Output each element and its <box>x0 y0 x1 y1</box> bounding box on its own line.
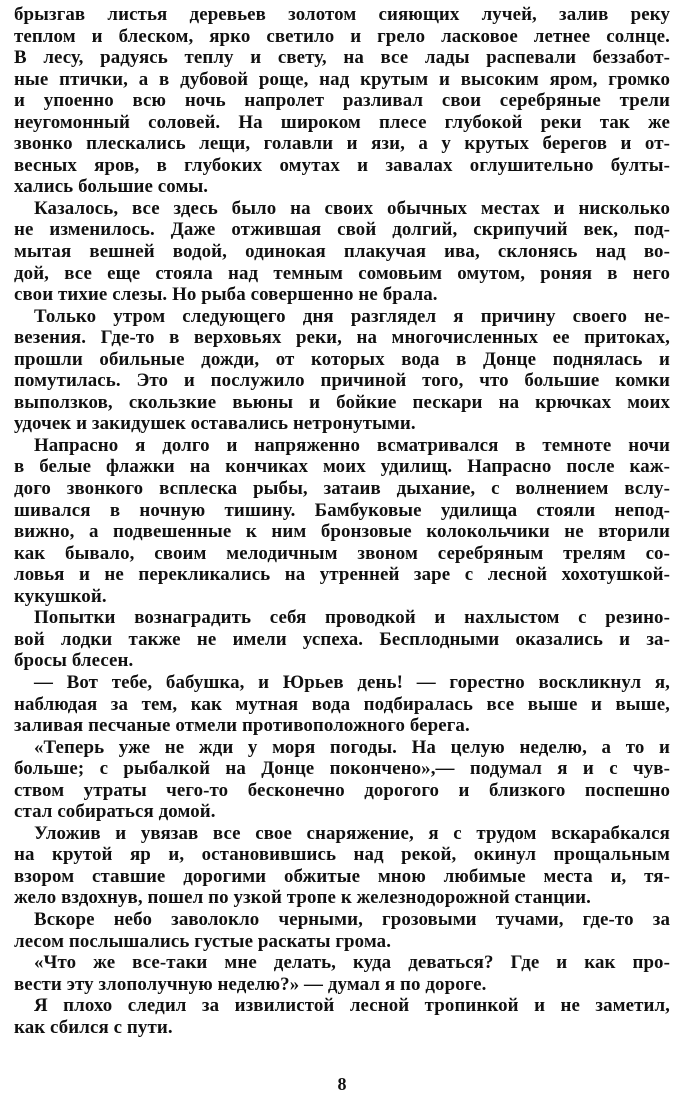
text-line: Попытки вознаградить себя проводкой и нахлыстом с резино- <box>34 607 670 629</box>
text-line: ловья и не перекликались на утренней заре с лесной хохотушкой- <box>14 564 670 586</box>
text-line: вести эту злополучную неделю?» — думал я по дороге. <box>14 973 487 995</box>
text-line: брызгав листья деревьев золотом сияющих лучей, залив реку <box>14 4 670 25</box>
paragraph <box>14 4 670 198</box>
paragraph <box>14 607 670 672</box>
text-line: вижно, а подвешенные к ним бронзовые колокольчики не вторили <box>14 521 670 543</box>
text-line: удочек и закидушек оставались нетронутыми. <box>14 413 416 435</box>
text-line: больше; с рыбалкой на Донце покончено»,— подумал я и с чув- <box>14 758 670 780</box>
text-line: взором ставшие дорогими обжитые мною любимые места и, тя- <box>14 865 670 887</box>
text-line: жело вздохнув, пошел по узкой тропе к железнодорожной станции. <box>14 887 591 909</box>
text-line: Вскоре небо заволокло черными, грозовыми тучами, где-то за <box>34 908 670 930</box>
paragraph <box>14 995 670 1038</box>
text-line: Только утром следующего дня разглядел я причину своего не- <box>34 305 670 327</box>
text-line: Уложив и увязав все свое снаряжение, я с трудом вскарабкался <box>34 822 670 844</box>
text-line: мытая вешней водой, одинокая плакучая ива, склонясь над во- <box>14 241 670 263</box>
text-line: как бывало, своим мелодичным звоном серебряным трелям со- <box>14 542 670 564</box>
text-line: не изменилось. Даже отжившая свой долгий, скрипучий век, под- <box>14 219 670 241</box>
text-line: помутилась. Это и послужило причиной того, что большие комки <box>14 370 670 392</box>
text-line: в белые флажки на кончиках моих удилищ. Напрасно после каж- <box>14 456 670 478</box>
text-line: как сбился с пути. <box>14 1016 173 1038</box>
paragraph <box>14 435 670 607</box>
text-line: шивался в ночную тишину. Бамбуковые удилища стояли непод- <box>14 499 670 521</box>
page-body <box>14 4 670 1038</box>
text-line: лесом послышались густые раскаты грома. <box>14 930 392 952</box>
text-line: свои тихие слезы. Но рыба совершенно не брала. <box>14 284 438 306</box>
paragraph <box>14 909 670 952</box>
text-line: и упоенно всю ночь напролет разливал свои серебряные трели <box>14 90 670 112</box>
text-line: — Вот тебе, бабушка, и Юрьев день! — горестно воскликнул я, <box>34 671 670 693</box>
text-line: В лесу, радуясь теплу и свету, на все лады распевали беззабот- <box>14 47 670 69</box>
text-line: стал собираться домой. <box>14 801 216 823</box>
page-number: 8 <box>337 1074 347 1094</box>
text-line: ные птички, а в дубовой роще, над крутым и высоким яром, громко <box>14 68 670 90</box>
text-line: звонко плескались лещи, голавли и язи, а у крутых берегов и от- <box>14 133 670 155</box>
text-line: Казалось, все здесь было на своих обычных местах и нисколько <box>34 197 670 219</box>
text-line: заливая песчаные отмели противоположного берега. <box>14 715 470 737</box>
text-line: неугомонный соловей. На широком плесе глубокой реки так же <box>14 111 670 133</box>
text-line: дой, все еще стояла над темным сомовьим омутом, роняя в него <box>14 262 670 284</box>
paragraph <box>14 306 670 435</box>
text-line: теплом и блеском, ярко светило и грело ласковое летнее солнце. <box>14 25 670 47</box>
text-line: «Теперь уже не жди у моря погоды. На целую неделю, а то и <box>34 736 670 758</box>
text-line: хались большие сомы. <box>14 176 209 198</box>
text-line: прошли обильные дожди, от которых вода в Донце поднялась и <box>14 348 670 370</box>
text-line: выползков, скользкие вьюны и бойкие пескари на крючках моих <box>14 391 670 413</box>
text-line: наблюдая за тем, как мутная вода подбиралась все выше и выше, <box>14 693 670 715</box>
text-line: везения. Где-то в верховьях реки, на многочисленных ее притоках, <box>14 327 670 349</box>
text-line: вой лодки также не имели успеха. Бесплодными оказались и за- <box>14 628 670 650</box>
paragraph <box>14 198 670 306</box>
text-line: бросы блесен. <box>14 650 134 672</box>
text-line: на крутой яр и, остановившись над рекой, окинул прощальным <box>14 844 670 866</box>
text-line: весных яров, в глубоких омутах и завалах оглушительно булты- <box>14 154 670 176</box>
text-line: ством утраты чего-то бесконечно дорогого и близкого поспешно <box>14 779 670 801</box>
text-line: кукушкой. <box>14 585 107 607</box>
text-line: Я плохо следил за извилистой лесной тропинкой и не заметил, <box>34 995 670 1017</box>
paragraph <box>14 672 670 737</box>
text-line: «Что же все-таки мне делать, куда деваться? Где и как про- <box>34 952 670 974</box>
text-line: Напрасно я долго и напряженно всматривался в темноте ночи <box>34 434 670 456</box>
paragraph <box>14 952 670 995</box>
text-line: дого звонкого всплеска рыбы, затаив дыхание, с волнением вслу- <box>14 478 670 500</box>
paragraph <box>14 823 670 909</box>
paragraph <box>14 737 670 823</box>
